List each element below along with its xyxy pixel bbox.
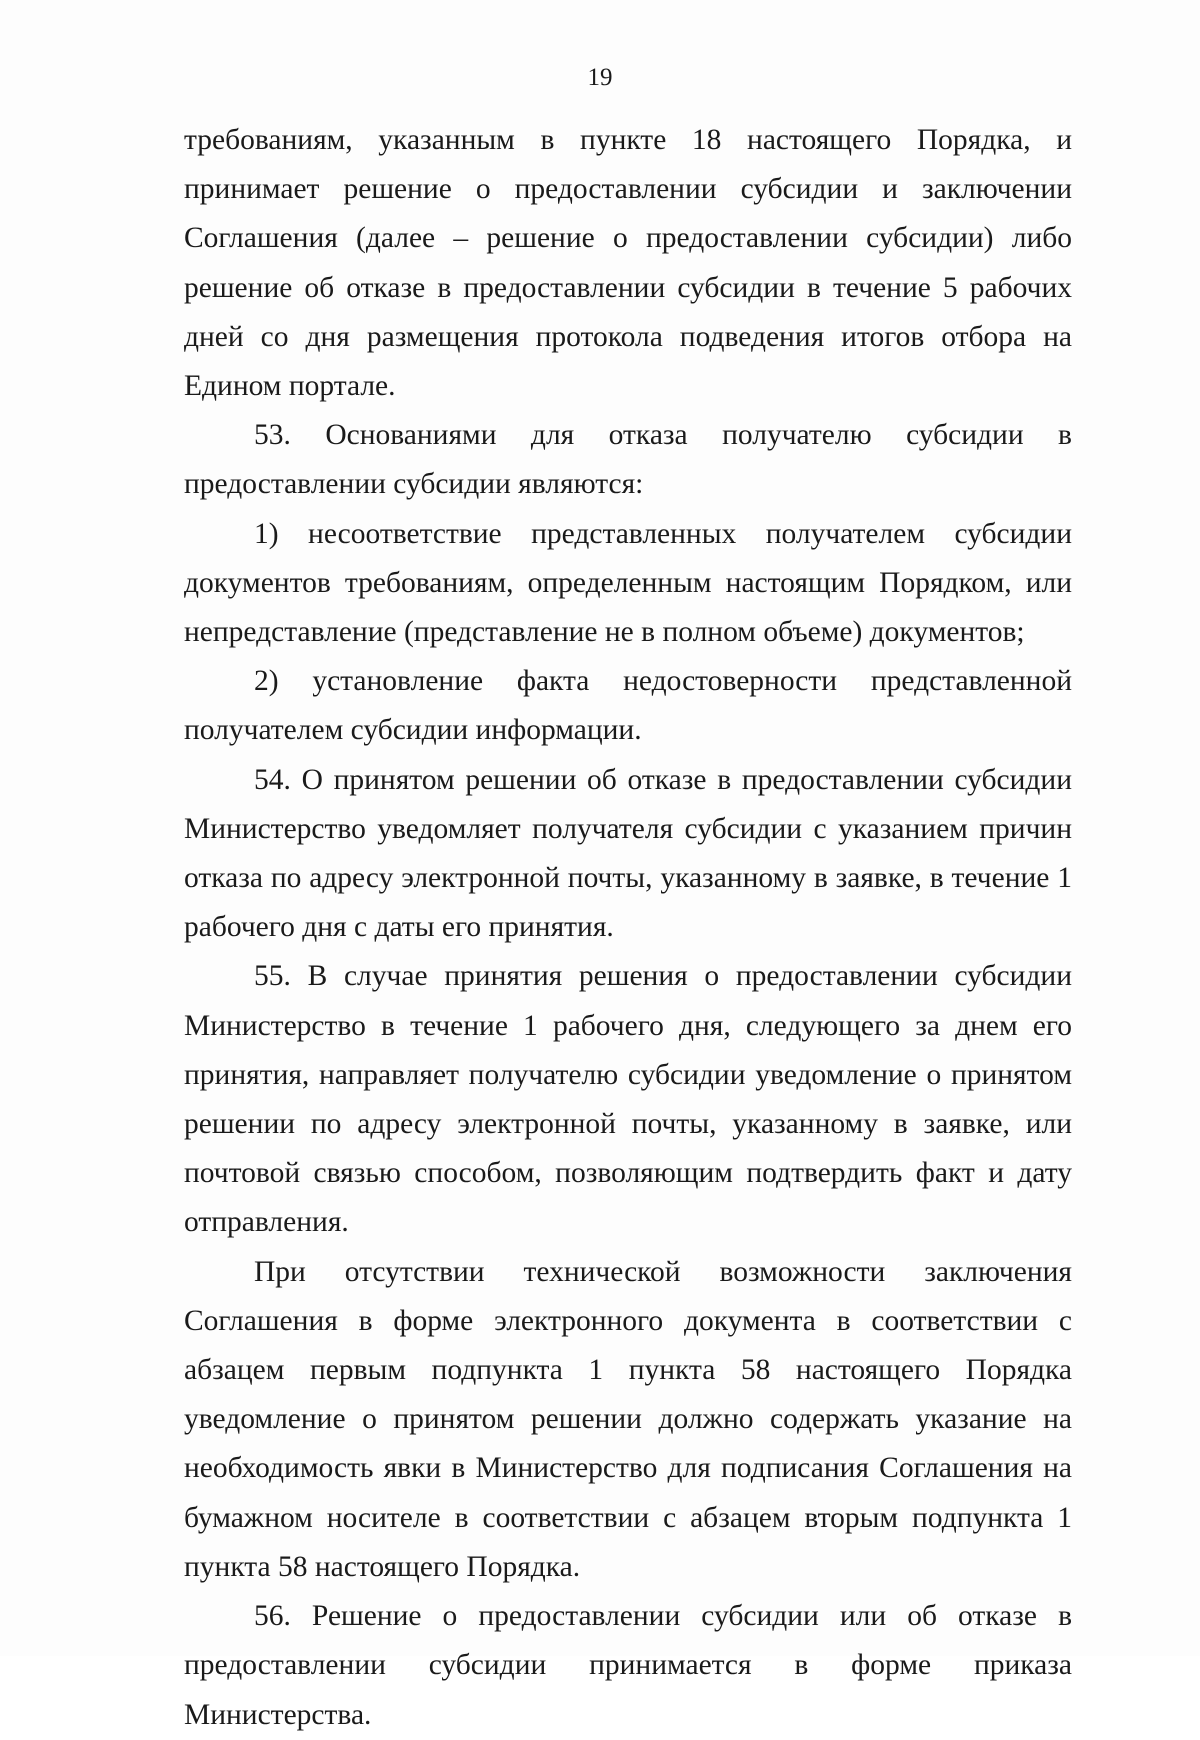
paragraph-53-item-2: 2) установление факта недостоверности представленной получателем субсидии информации. <box>184 665 1072 747</box>
paragraph-55: 55. В случае принятия решения о предоставлении субсидии Министерство в течение 1 рабочего дня, следующего за днем его принятия, направляет получателю субсидии уведомление о принятом решении по адресу электронной почты, указанному в заявке, или почтовой связью способом, позволяющим подтвердить факт и дату отправления. <box>184 960 1072 1239</box>
paragraph-55-notice: При отсутствии технической возможности заключения Соглашения в форме электронного документа в соответствии с абзацем первым подпункта 1 пункта 58 настоящего Порядка уведомление о принятом решении должно содержать указание на необходимость явки в Министерство для подписания Соглашения на бумажном носителе в соответствии с абзацем вторым подпункта 1 пункта 58 настоящего Порядка. <box>184 1255 1072 1583</box>
paragraph-53-item-1: 1) несоответствие представленных получателем субсидии документов требованиям, определенным настоящим Порядком, или непредставление (представление не в полном объеме) документов; <box>184 517 1072 649</box>
document-body <box>184 116 1072 1740</box>
paragraph-53: 53. Основаниями для отказа получателю субсидии в предоставлении субсидии являются: <box>184 419 1072 501</box>
paragraph-54: 54. О принятом решении об отказе в предоставлении субсидии Министерство уведомляет получателя субсидии с указанием причин отказа по адресу электронной почты, указанному в заявке, в течение 1 рабочего дня с даты его принятия. <box>184 763 1072 944</box>
page-number: 19 <box>587 64 613 91</box>
paragraph-continuation: требованиям, указанным в пункте 18 настоящего Порядка, и принимает решение о предоставлении субсидии и заключении Соглашения (далее – решение о предоставлении субсидии) либо решение об отказе в предоставлении субсидии в течение 5 рабочих дней со дня размещения протокола подведения итогов отбора на Едином портале. <box>184 124 1072 403</box>
paragraph-56: 56. Решение о предоставлении субсидии или об отказе в предоставлении субсидии принимается в форме приказа Министерства. <box>184 1600 1072 1731</box>
